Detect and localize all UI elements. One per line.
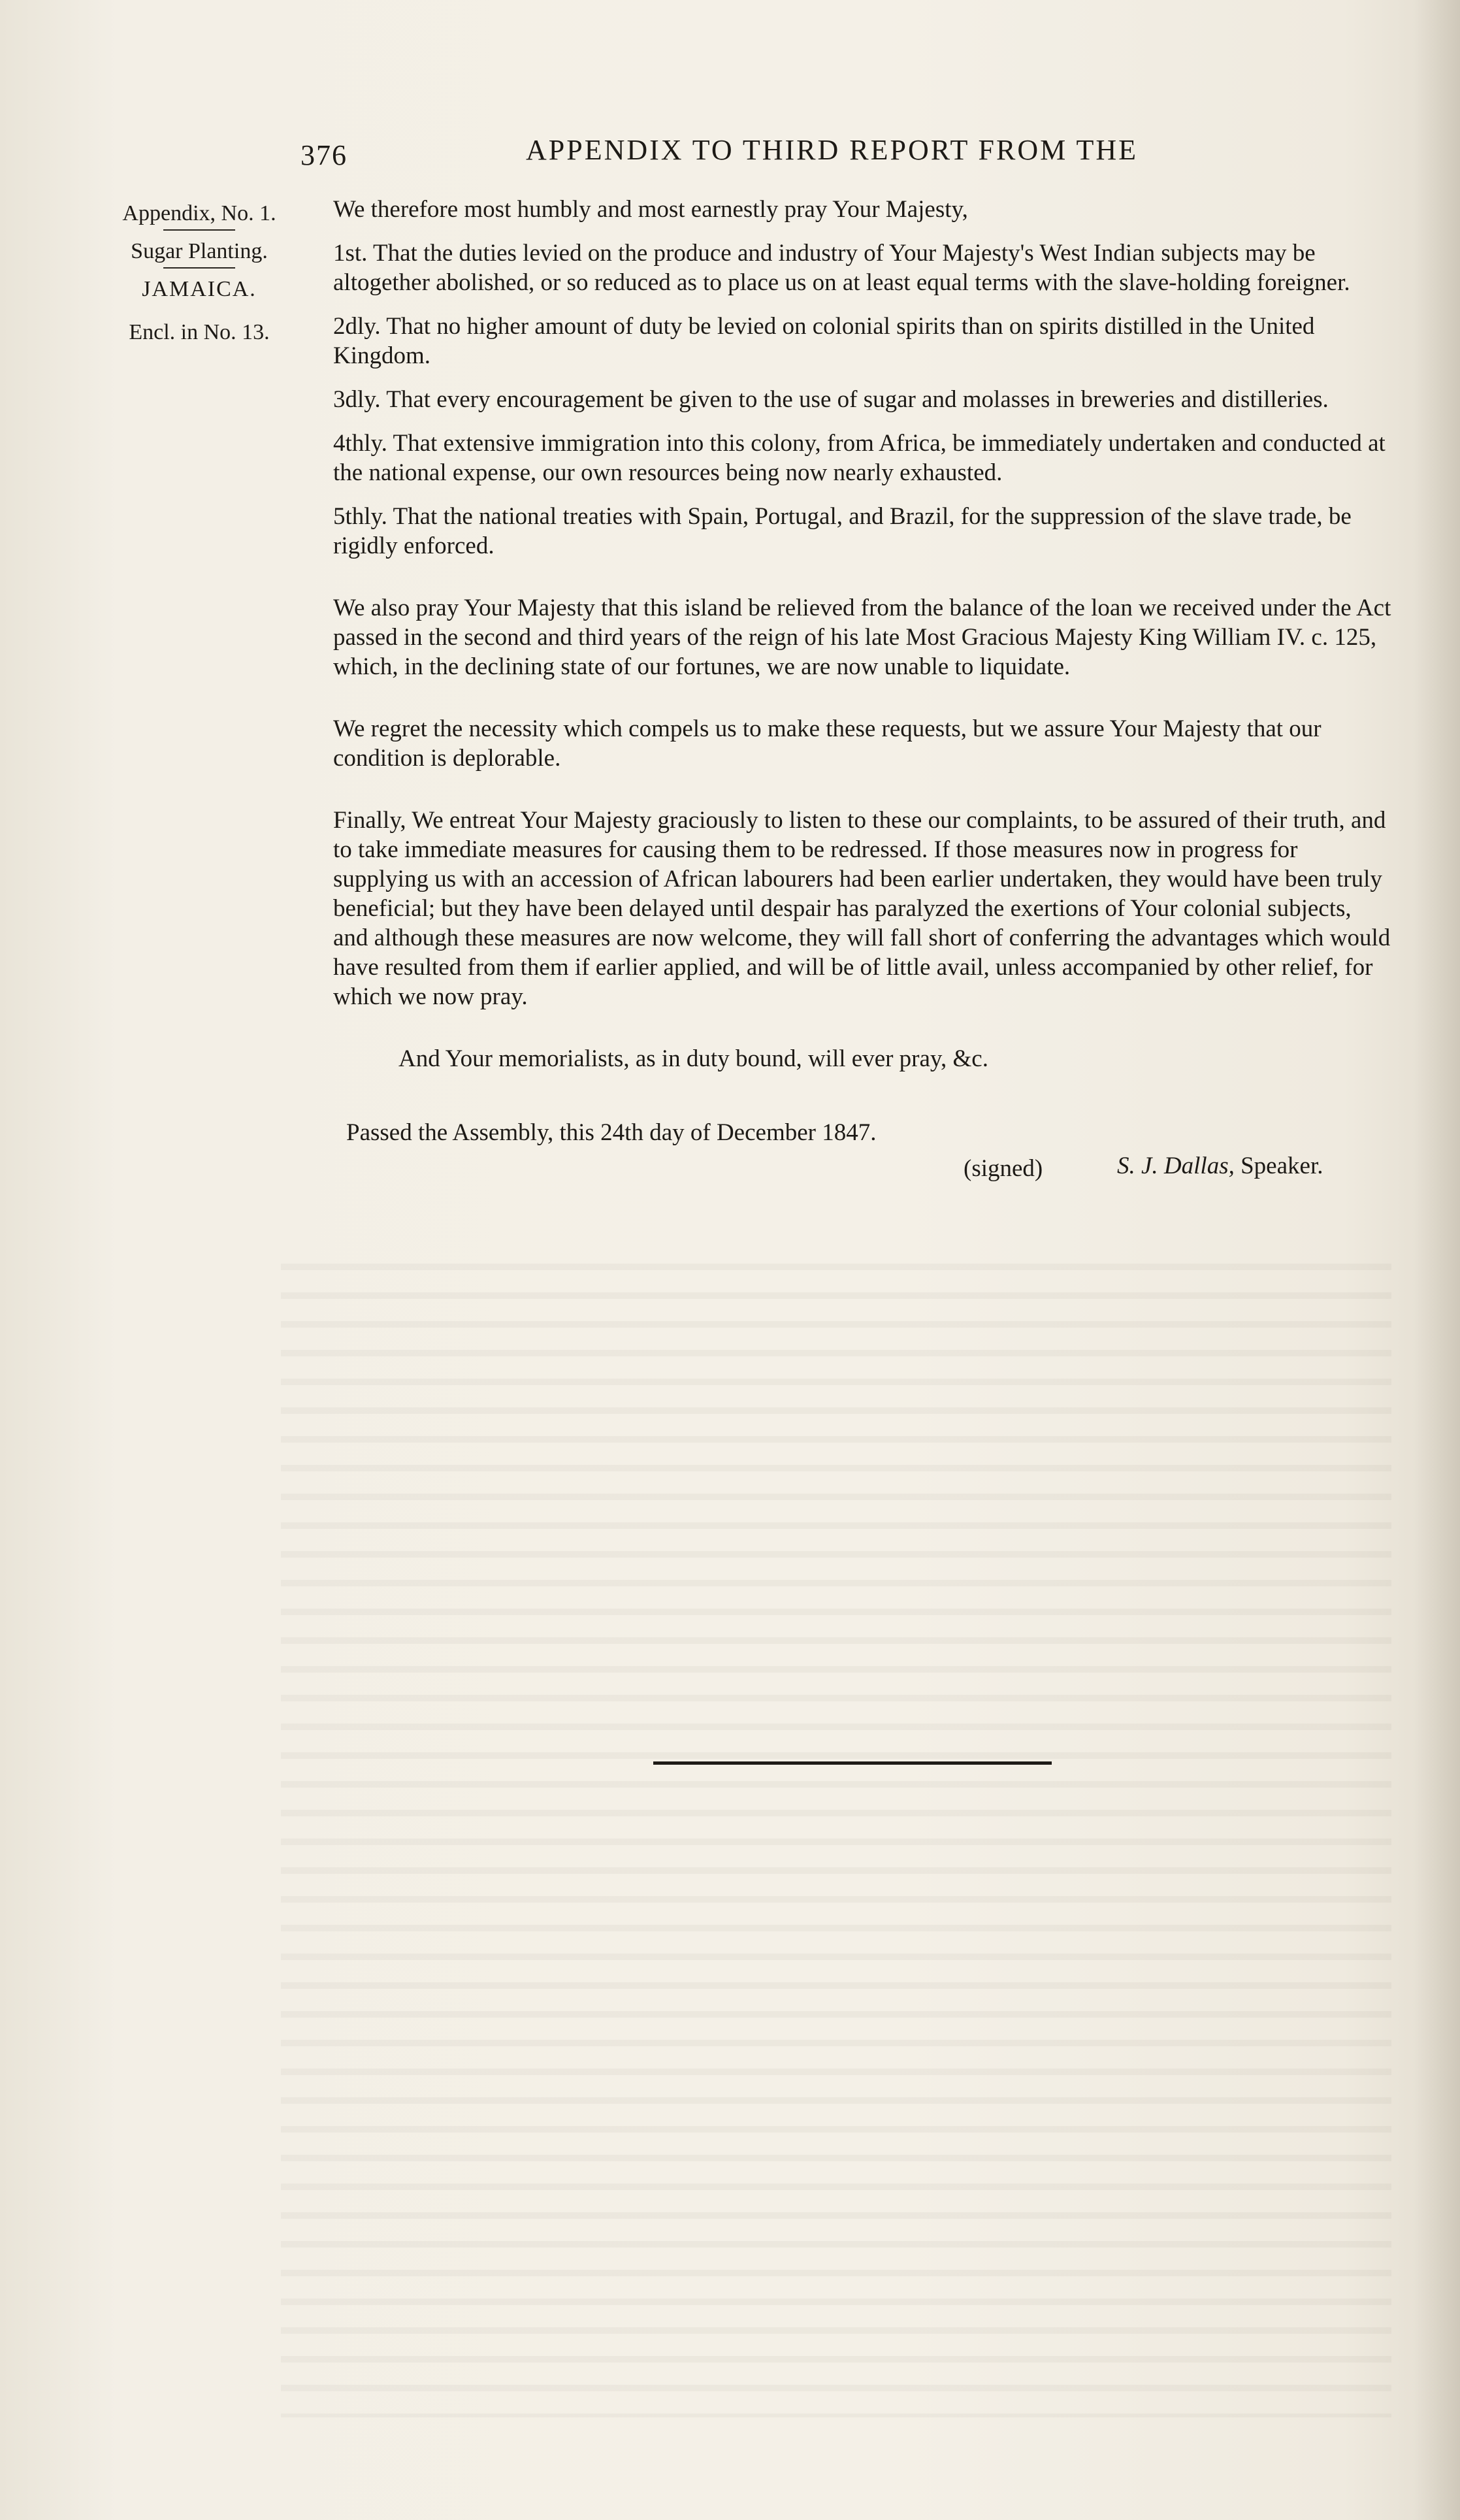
prayer-item-text: That every encouragement be given to the use of sugar and molasses in breweries and distilleries.	[386, 386, 1329, 413]
closing-line: And Your memorialists, as in duty bound, will ever pray, &c.	[398, 1045, 988, 1072]
prayer-item	[333, 238, 1391, 297]
prayer-item	[333, 429, 1391, 487]
prayer-item	[333, 502, 1391, 561]
margin-rule	[163, 229, 235, 231]
running-head: APPENDIX TO THIRD REPORT FROM THE	[526, 134, 1138, 166]
margin-note-appendix: Appendix, No. 1.	[122, 201, 276, 225]
prayer-item-label: 3dly.	[333, 386, 381, 413]
prayer-item-label: 2dly.	[333, 313, 381, 340]
prayer-item	[333, 385, 1391, 414]
signature-line	[333, 1151, 1391, 1184]
page-header	[294, 129, 1274, 175]
regret-paragraph: We regret the necessity which compels us to make these requests, but we assure Your Majesty that our condition is deplorable.	[333, 715, 1322, 772]
signer-name: S. J. Dallas,	[1117, 1153, 1235, 1179]
prayer-item-label: 5thly.	[333, 503, 387, 530]
prayer-item-text: That no higher amount of duty be levied on colonial spirits than on spirits distilled in the United Kingdom.	[333, 313, 1315, 369]
margin-notes	[91, 199, 307, 347]
show-through-texture	[281, 1241, 1391, 2417]
margin-note-enclosure: Encl. in No. 13.	[129, 320, 270, 344]
prayer-item	[333, 312, 1391, 370]
prayer-item-text: That extensive immigration into this colony, from Africa, be immediately undertaken and conducted at the national expense, our own resources being now nearly exhausted.	[333, 430, 1386, 486]
page-number: 376	[300, 139, 348, 171]
end-rule	[653, 1761, 1052, 1765]
passed-line: Passed the Assembly, this 24th day of December 1847.	[346, 1119, 877, 1146]
signer-title: Speaker.	[1241, 1153, 1323, 1179]
margin-note-colony: JAMAICA.	[142, 277, 257, 301]
prayer-item-label: 4thly.	[333, 430, 387, 457]
memorial-body	[333, 195, 1391, 1184]
binding-gutter-shadow	[1414, 0, 1460, 2520]
prayer-item-text: That the duties levied on the produce and industry of Your Majesty's West Indian subjects may be altogether abolished, or so reduced as to place us on at least equal terms with the slave-holding foreigner.	[333, 240, 1350, 296]
signed-label: (signed)	[964, 1155, 1043, 1182]
margin-rule	[163, 267, 235, 269]
finally-paragraph: Finally, We entreat Your Majesty graciously to listen to these our complaints, to be assured of their truth, and to take immediate measures for causing them to be redressed. If those measures now in progress for supplying us with an accession of African labourers had been earlier undertaken, they would have been truly beneficial; but they have been delayed until despair has paralyzed the exertions of Your colonial subjects, and although these measures are now welcome, they will fall short of conferring the advantages which would have resulted from them if earlier applied, and will be of little avail, unless accompanied by other relief, for which we now pray.	[333, 807, 1391, 1010]
prayer-item-label: 1st.	[333, 240, 368, 267]
margin-note-subject: Sugar Planting.	[131, 239, 268, 263]
loan-paragraph: We also pray Your Majesty that this island be relieved from the balance of the loan we received under the Act passed in the second and third years of the reign of his late Most Gracious Majesty King William IV. c. 125, which, in the declining state of our fortunes, we are now unable to liquidate.	[333, 595, 1391, 680]
signer	[1117, 1151, 1323, 1181]
intro-paragraph: We therefore most humbly and most earnestly pray Your Majesty,	[333, 196, 968, 223]
prayer-item-text: That the national treaties with Spain, Portugal, and Brazil, for the suppression of the slave trade, be rigidly enforced.	[333, 503, 1352, 559]
